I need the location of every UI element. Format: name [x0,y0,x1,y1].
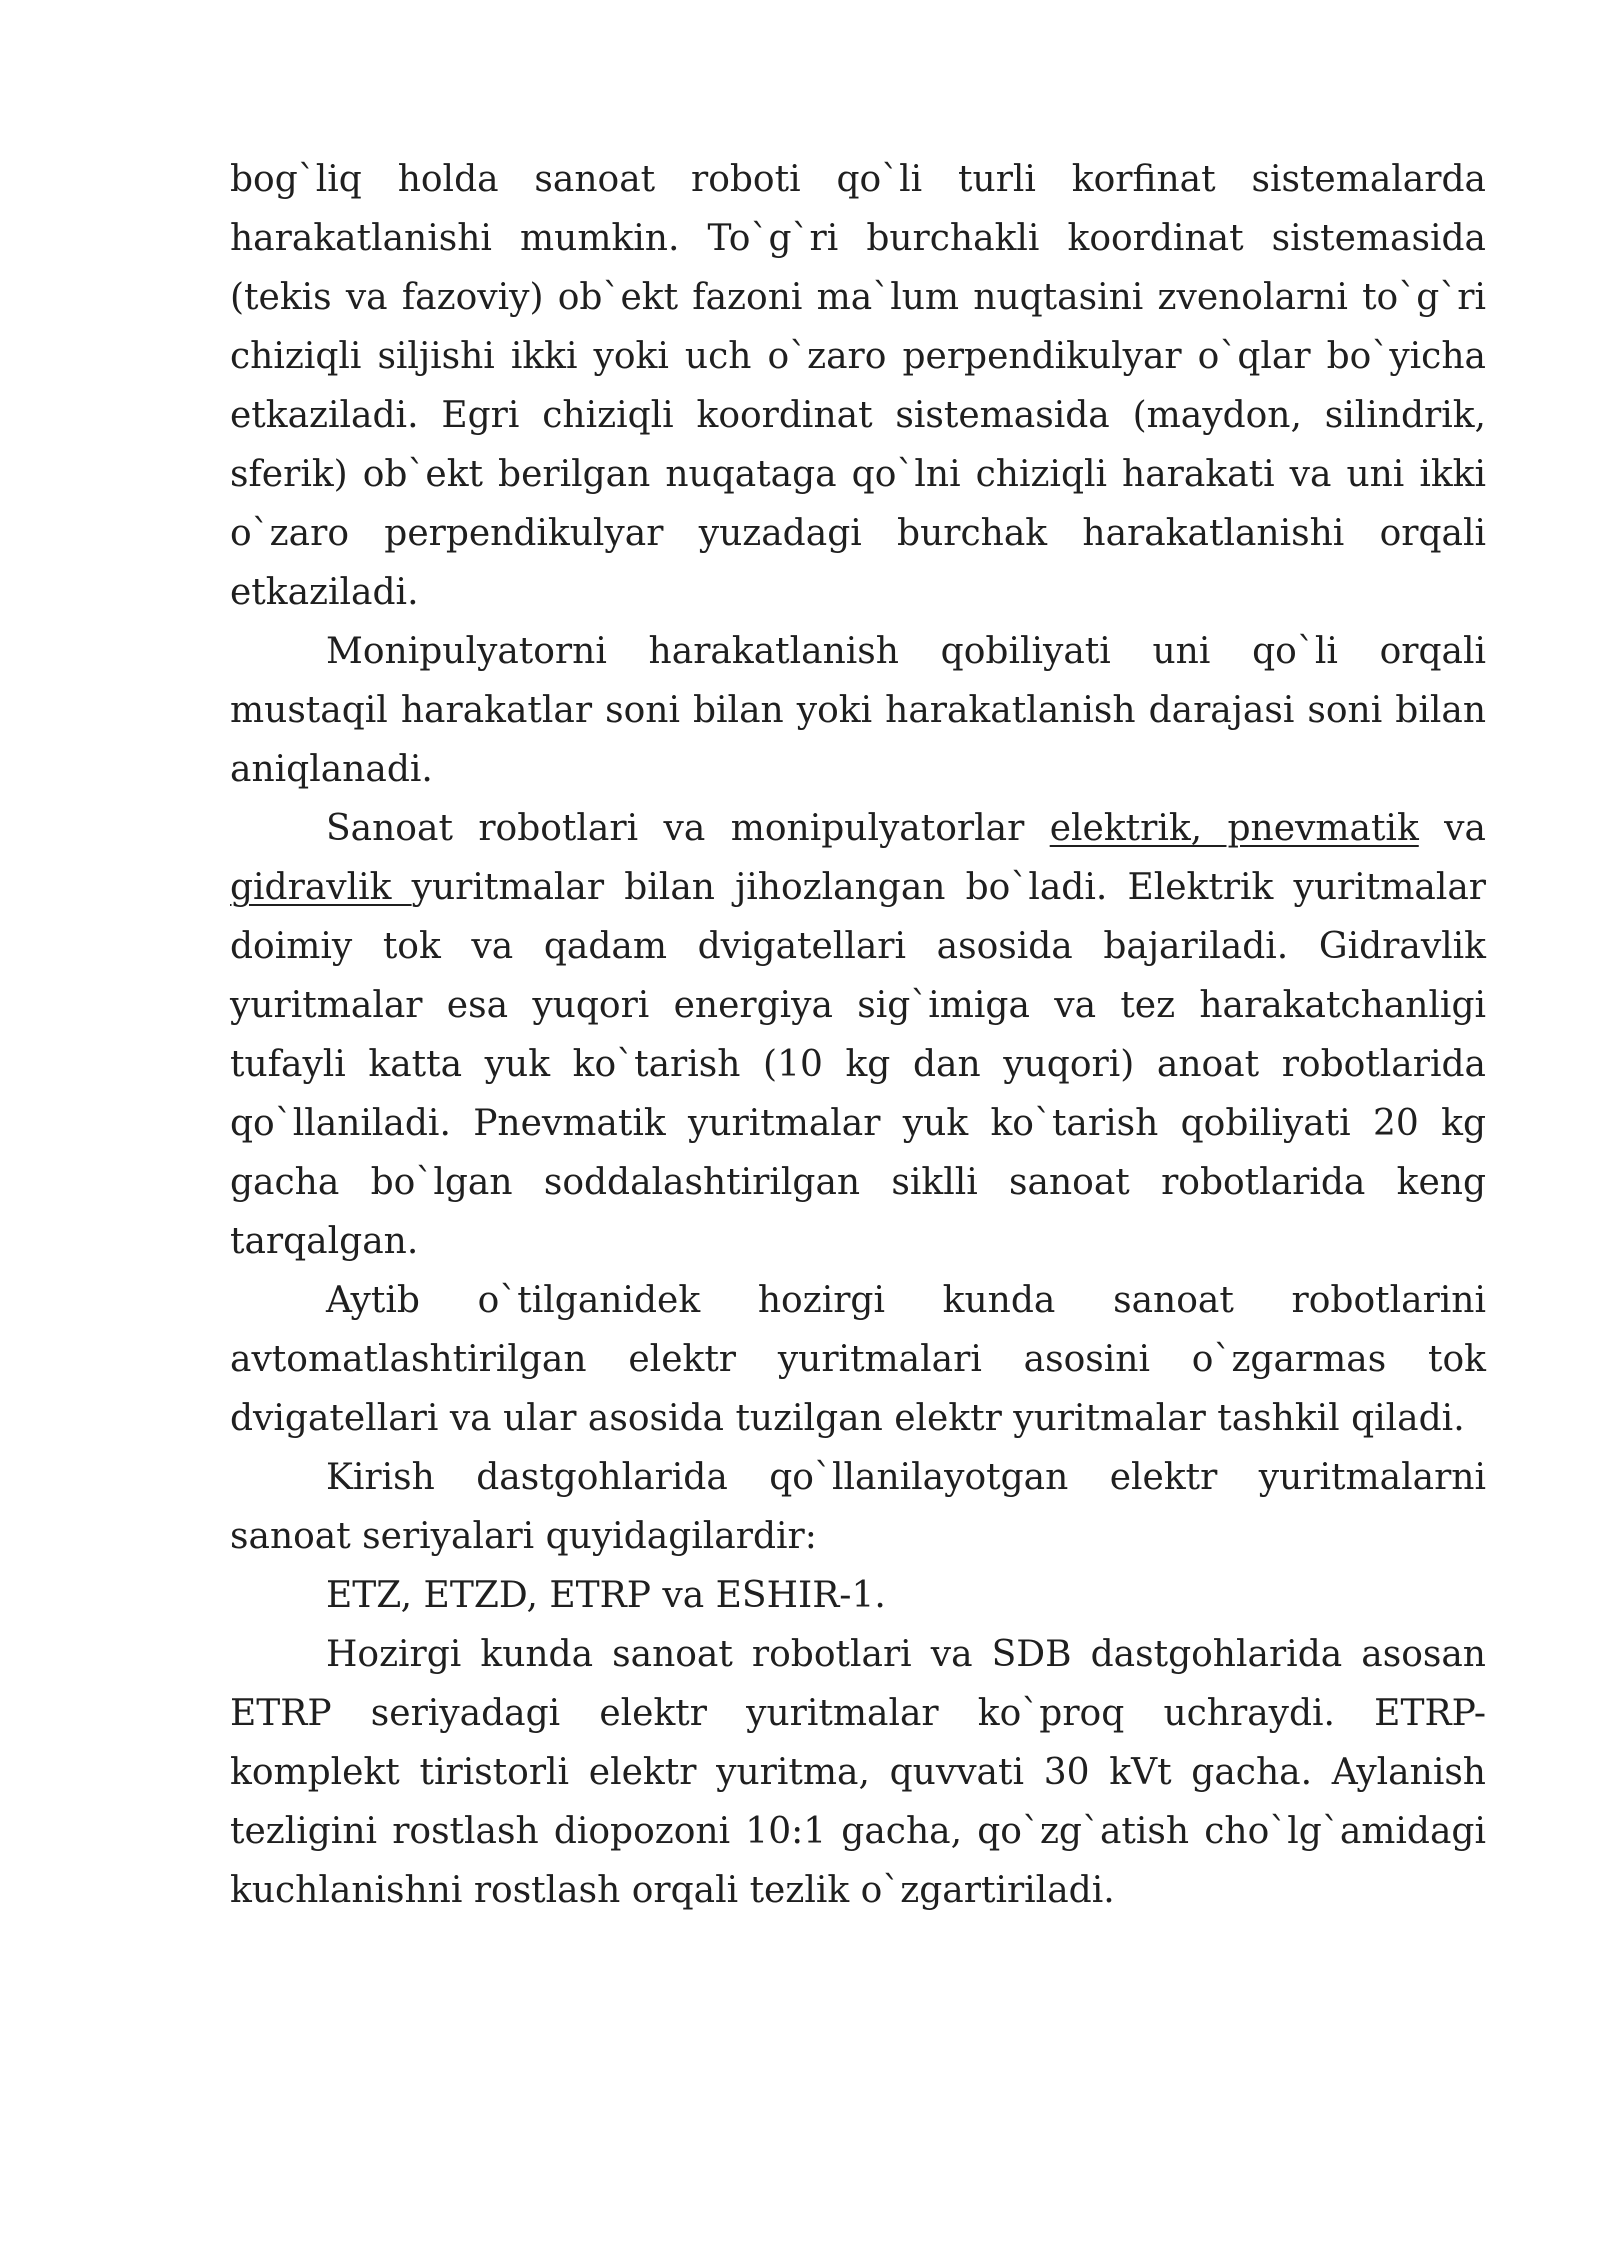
drive-types-intro: Sanoat robotlari va monipulyatorlar [326,808,1050,849]
paragraph-manipulator-mobility: Monipulyatorni harakatlanish qobiliyati uni qo`li orqali mustaqil harakatlar soni bilan yoki harakatlanish darajasi soni bilan aniqlanadi. [230,631,1486,790]
link-electric-pneumatic[interactable]: elektrik, pnevmatik [1049,808,1419,849]
link-hydraulic[interactable]: gidravlik [230,867,412,908]
drive-types-body: yuritmalar bilan jihozlangan bo`ladi. Elektrik yuritmalar doimiy tok va qadam dvigatellari asosida bajariladi. Gidravlik yuritmalar esa yuqori energiya sig`imiga va tez harakatchanligi tufayli katta yuk ko`tarish (10 kg dan yuqori) anoat robotlarida qo`llaniladi. Pnevmatik yuritmalar yuk ko`tarish qobiliyati 20 kg gacha bo`lgan soddalashtirilgan siklli sanoat robotlarida keng tarqalgan. [230,867,1487,1262]
document-page [230,150,1486,1920]
paragraph-drive-types [230,799,1486,1271]
paragraph-etrp: Hozirgi kunda sanoat robotlari va SDB dastgohlarida asosan ETRP seriyadagi elektr yuritmalar ko`proq uchraydi. ETRP-komplekt tiristorli elektr yuritma, quvvati 30 kVt gacha. Aylanish tezligini rostlash diopozoni 10:1 gacha, qo`zg`atish cho`lg`amidagi kuchlanishni rostlash orqali tezlik o`zgartiriladi. [230,1634,1486,1911]
paragraph-series-list: ETZ, ETZD, ETRP va ESHIR-1. [326,1575,886,1616]
paragraph-series-intro: Kirish dastgohlarida qo`llanilayotgan elektr yuritmalarni sanoat seriyalari quyidagilardir: [230,1457,1486,1557]
paragraph-coordinate-systems: bog`liq holda sanoat roboti qo`li turli korfinat sistemalarda harakatlanishi mumkin. To`g`ri burchakli koordinat sistemasida (tekis va fazoviy) ob`ekt fazoni ma`lum nuqtasini zvenolarni to`g`ri chiziqli siljishi ikki yoki uch o`zaro perpendikulyar o`qlar bo`yicha etkaziladi. Egri chiziqli koordinat sistemasida (maydon, silindrik, sferik) ob`ekt berilgan nuqataga qo`lni chiziqli harakati va uni ikki o`zaro perpendikulyar yuzadagi burchak harakatlanishi orqali etkaziladi. [230,159,1486,613]
paragraph-dc-motors: Aytib o`tilganidek hozirgi kunda sanoat robotlarini avtomatlashtirilgan elektr yuritmalari asosini o`zgarmas tok dvigatellari va ular asosida tuzilgan elektr yuritmalar tashkil qiladi. [230,1280,1486,1439]
drive-types-and: va [1418,808,1486,849]
